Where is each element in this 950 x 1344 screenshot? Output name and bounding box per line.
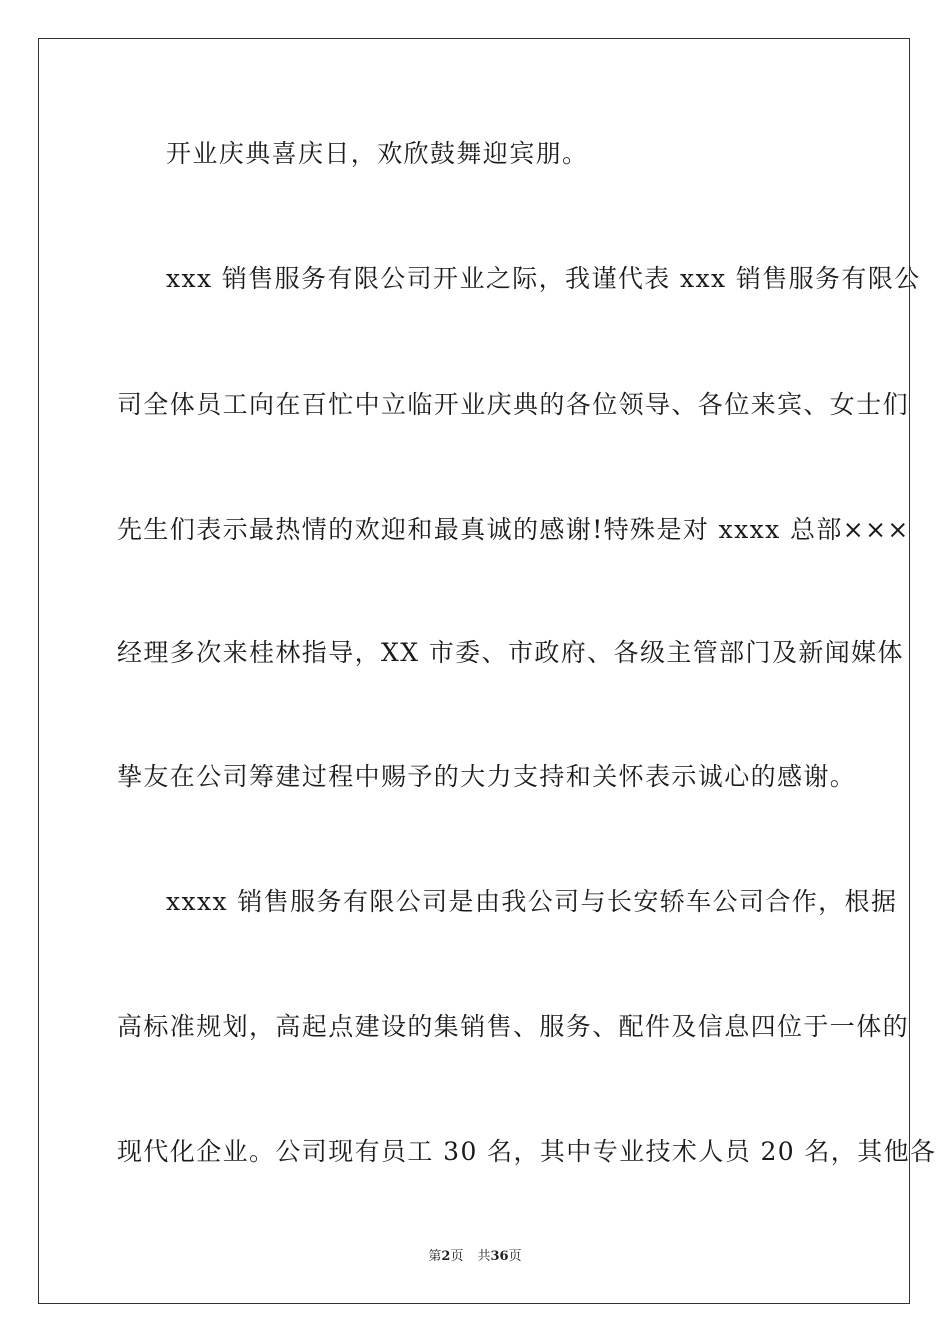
paragraph-line-4: 先生们表示最热情的欢迎和最真诚的感谢!特殊是对 xxxx 总部××× xyxy=(117,515,910,544)
paragraph-line-8: 高标准规划，高起点建设的集销售、服务、配件及信息四位于一体的 xyxy=(117,1012,910,1041)
paragraph-line-1: 开业庆典喜庆日，欢欣鼓舞迎宾朋。 xyxy=(166,139,589,168)
paragraph-line-7: xxxx 销售服务有限公司是由我公司与长安轿车公司合作，根据 xyxy=(166,887,898,916)
page-footer xyxy=(0,1248,950,1266)
paragraph-line-3: 司全体员工向在百忙中立临开业庆典的各位领导、各位来宾、女士们 xyxy=(117,390,910,419)
paragraph-line-2: xxx 销售服务有限公司开业之际，我谨代表 xxx 销售服务有限公 xyxy=(166,264,921,293)
total-prefix: 共 xyxy=(477,1249,491,1264)
paragraph-line-9: 现代化企业。公司现有员工 30 名，其中专业技术人员 20 名，其他各 xyxy=(117,1137,937,1166)
paragraph-line-5: 经理多次来桂林指导，XX 市委、市政府、各级主管部门及新闻媒体 xyxy=(117,638,904,667)
page-suffix: 页 xyxy=(450,1249,464,1264)
paragraph-line-6: 挚友在公司筹建过程中赐予的大力支持和关怀表示诚心的感谢。 xyxy=(117,762,857,791)
total-suffix: 页 xyxy=(508,1249,522,1264)
page-number: 2 xyxy=(441,1249,451,1264)
page-prefix: 第 xyxy=(428,1249,442,1264)
total-pages: 36 xyxy=(490,1249,509,1264)
page-border xyxy=(38,38,937,1304)
